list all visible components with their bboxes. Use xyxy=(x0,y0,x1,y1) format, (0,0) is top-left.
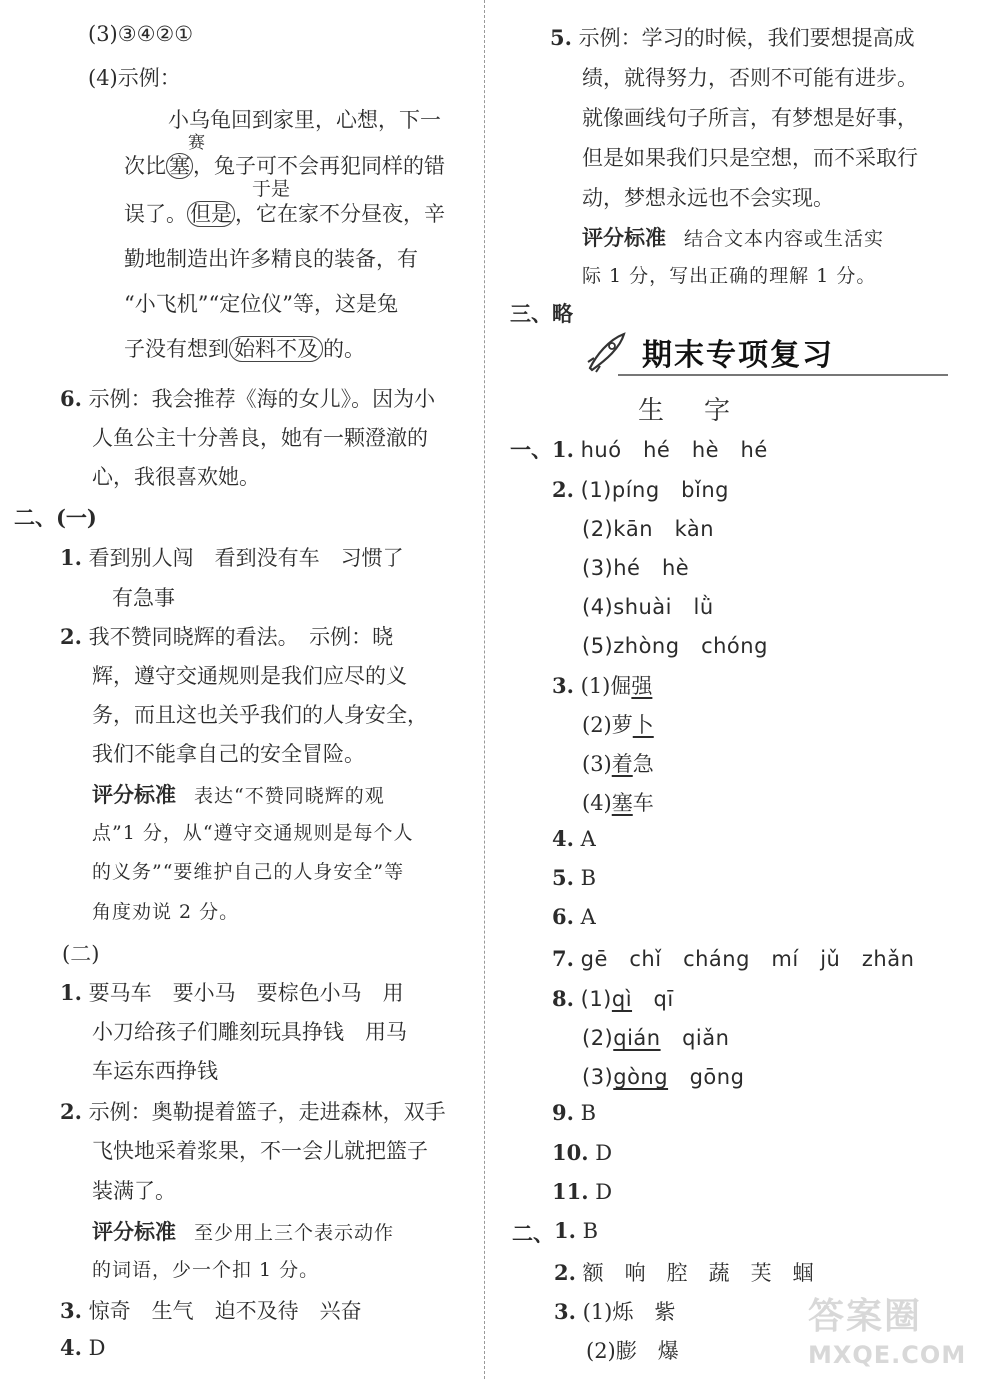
item-number: 2. xyxy=(554,1260,576,1285)
scoring-label: 评分标准 xyxy=(92,1220,176,1244)
item-number: 6. xyxy=(60,386,82,411)
underlined-char: 强 xyxy=(631,674,653,698)
item-4 xyxy=(552,826,596,851)
story-line xyxy=(124,333,365,363)
answer-text: (2) xyxy=(582,1026,614,1050)
underlined-char: 着 xyxy=(611,752,633,776)
answer-text: 心，我很喜欢她。 xyxy=(92,465,260,489)
item-number: 3. xyxy=(554,1299,576,1324)
item-number: 1. xyxy=(554,1218,576,1243)
item-number: 4. xyxy=(60,1335,82,1360)
item-3 xyxy=(552,670,652,700)
circled-correction: 始料不及 xyxy=(229,336,323,362)
item-8 xyxy=(552,983,674,1013)
answer-1 xyxy=(60,542,404,572)
pinyin-answer: gē chǐ cháng mí jǔ zhǎn xyxy=(580,947,915,971)
answer-line xyxy=(582,787,654,817)
story-text: 子没有想到 xyxy=(124,337,229,361)
pinyin-answer: gōng xyxy=(668,1065,745,1089)
pinyin-answer: huó hé hè hé xyxy=(580,438,768,462)
answer-text: (2)膨 爆 xyxy=(586,1339,679,1363)
answer-text: B xyxy=(580,866,597,890)
underlined-char: 塞 xyxy=(611,791,633,815)
answer-5 xyxy=(550,22,915,52)
answer-text: 我们不能拿自己的安全冒险。 xyxy=(92,742,365,766)
story-text: 误了。 xyxy=(124,202,187,226)
answer-text: 辉，遵守交通规则是我们应尽的义 xyxy=(92,664,407,688)
item-number: 5. xyxy=(550,25,572,50)
item-number: 2. xyxy=(60,624,82,649)
item-number: 2. xyxy=(552,477,574,502)
answer-text: B xyxy=(582,1219,599,1243)
item-number: 5. xyxy=(552,865,574,890)
answer-2 xyxy=(60,1096,446,1126)
item-1 xyxy=(552,434,768,464)
story-text: ，兔子可不会再犯同样的错 xyxy=(193,154,445,178)
answer-text: 示例：我会推荐《海的女儿》。因为小 xyxy=(88,387,436,411)
scoring-text: 表达“不赞同晓辉的观 xyxy=(194,785,385,807)
answer-text: 示例：学习的时候，我们要想提高成 xyxy=(578,26,915,50)
item-number: 4. xyxy=(552,826,574,851)
scoring-text: 至少用上三个表示动作 xyxy=(194,1222,395,1244)
item-3 xyxy=(554,1296,675,1326)
answer-text: D xyxy=(88,1336,106,1360)
item-number: 10. xyxy=(552,1140,589,1165)
item-number: 2. xyxy=(60,1099,82,1124)
answer-2 xyxy=(60,621,393,651)
item-5 xyxy=(552,865,596,890)
answer-text: 就像画线句子所言，有梦想是好事， xyxy=(582,106,918,130)
answer-4-label: (4)示例： xyxy=(88,66,181,90)
answer-text: 要马车 要小马 要棕色小马 用 xyxy=(88,981,404,1005)
pinyin-answer: (1)píng bǐng xyxy=(580,478,729,502)
answer-3-order: (3)③④②① xyxy=(88,22,194,46)
item-number: 1. xyxy=(60,980,82,1005)
answer-text: (3) xyxy=(582,1065,614,1089)
section-title: 期末专项复习 xyxy=(642,338,834,373)
answer-text: (4) xyxy=(582,791,612,815)
section-heading: 二、(一) xyxy=(14,505,97,530)
scoring-text: 角度劝说 2 分。 xyxy=(92,901,240,923)
answer-text: 飞快地采着浆果，不一会儿就把篮子 xyxy=(92,1139,428,1163)
answer-line xyxy=(582,1022,729,1052)
watermark xyxy=(808,1288,966,1369)
subsection-heading: (二) xyxy=(62,942,100,966)
answer-text: 车运东西挣钱 xyxy=(92,1059,218,1083)
answer-text: 有急事 xyxy=(112,586,175,610)
scoring-text: 结合文本内容或生活实 xyxy=(684,228,885,250)
pinyin-answer: qiǎn xyxy=(660,1026,730,1050)
item-number: 9. xyxy=(552,1100,574,1125)
heading-underline xyxy=(618,374,948,376)
answer-text: B xyxy=(580,1101,597,1125)
scoring-criteria xyxy=(92,779,385,809)
circled-correction: 塞 xyxy=(166,153,193,179)
underlined-char: 卜 xyxy=(632,713,654,737)
answer-line xyxy=(582,709,654,739)
watermark-site: MXQE.COM xyxy=(808,1341,967,1369)
item-9 xyxy=(552,1100,596,1125)
pinyin-answer: (5)zhòng chóng xyxy=(582,634,768,658)
answer-1 xyxy=(60,977,404,1007)
answer-line xyxy=(582,1061,744,1091)
column-divider xyxy=(484,0,485,1379)
answer-text: 我不赞同晓辉的看法。 示例：晓 xyxy=(88,625,394,649)
item-number: 3. xyxy=(60,1298,82,1323)
item-number: 6. xyxy=(552,904,574,929)
story-line: 勤地制造出许多精良的装备，有 xyxy=(124,247,418,271)
underlined-pinyin: gòng xyxy=(613,1065,669,1089)
pinyin-answer: (3)hé hè xyxy=(582,556,690,580)
answer-text: (1) xyxy=(580,987,612,1011)
item-6 xyxy=(552,904,596,929)
answer-line xyxy=(582,748,654,778)
pinyin-answer: qī xyxy=(632,987,674,1011)
item-1 xyxy=(554,1218,598,1243)
item-number: 1. xyxy=(552,437,574,462)
item-7 xyxy=(552,943,914,973)
item-number: 3. xyxy=(552,673,574,698)
scoring-text: 际 1 分，写出正确的理解 1 分。 xyxy=(582,265,877,287)
answer-text: (1)烁 紫 xyxy=(582,1300,676,1324)
answer-text: 车 xyxy=(632,791,654,815)
item-2 xyxy=(554,1257,814,1287)
story-line xyxy=(124,198,445,228)
answer-text: 示例：奥勒提着篮子，走进森林，双手 xyxy=(88,1100,446,1124)
item-11 xyxy=(552,1179,612,1204)
story-line: 小乌龟回到家里，心想，下一 xyxy=(168,108,441,132)
rocket-icon xyxy=(582,328,630,376)
item-number: 8. xyxy=(552,986,574,1011)
answer-text: A xyxy=(580,905,596,929)
section-heading: 一、 xyxy=(510,437,552,462)
scoring-criteria xyxy=(582,222,884,252)
circled-correction: 但是 xyxy=(187,201,235,227)
item-number: 11. xyxy=(552,1179,589,1204)
answer-text: 务，而且这也关乎我们的人身安全， xyxy=(92,703,428,727)
answer-text: 装满了。 xyxy=(92,1179,176,1203)
subsection-title: 生字 xyxy=(638,396,771,426)
answer-text: (1)倔 xyxy=(580,674,632,698)
answer-text: 急 xyxy=(632,752,654,776)
scoring-criteria xyxy=(92,1216,394,1246)
answer-text: 绩，就得努力，否则不可能有进步。 xyxy=(582,66,918,90)
pinyin-answer: (4)shuài lǜ xyxy=(582,595,714,619)
scoring-text: 的义务”“要维护自己的人身安全”等 xyxy=(92,861,405,883)
answer-text: 动，梦想永远也不会实现。 xyxy=(582,186,834,210)
answer-text: 但是如果我们只是空想，而不采取行 xyxy=(582,146,918,170)
correction-insert: 于是 xyxy=(252,178,291,200)
story-text: 次比 xyxy=(124,154,166,178)
answer-text: 惊奇 生气 迫不及待 兴奋 xyxy=(88,1299,362,1323)
scoring-text: 的词语，少一个扣 1 分。 xyxy=(92,1259,320,1281)
answer-text: D xyxy=(595,1141,613,1165)
watermark-logo: 答案圈 xyxy=(808,1296,923,1337)
answer-text: (2)萝 xyxy=(582,713,633,737)
answer-text: (3) xyxy=(582,752,612,776)
answer-text: A xyxy=(580,827,596,851)
story-text: 的。 xyxy=(323,337,365,361)
answer-text: 额 响 腔 蔬 芙 蝈 xyxy=(582,1261,814,1285)
story-line: “小飞机”“定位仪”等，这是兔 xyxy=(124,292,398,316)
review-heading xyxy=(582,322,942,382)
underlined-pinyin: qì xyxy=(611,987,633,1011)
item-2 xyxy=(552,474,729,504)
section-heading: 三、略 xyxy=(510,301,573,326)
answer-text: 人鱼公主十分善良，她有一颗澄澈的 xyxy=(92,426,428,450)
section-heading: 二、 xyxy=(512,1221,554,1246)
correction-insert: 赛 xyxy=(188,133,205,153)
item-number: 7. xyxy=(552,946,574,971)
item-number: 1. xyxy=(60,545,82,570)
answer-6 xyxy=(60,383,435,413)
scoring-label: 评分标准 xyxy=(582,226,666,250)
story-text: ，它在家不分昼夜，辛 xyxy=(235,202,445,226)
item-10 xyxy=(552,1140,612,1165)
underlined-pinyin: qián xyxy=(613,1026,661,1050)
pinyin-answer: (2)kān kàn xyxy=(582,517,715,541)
answer-3 xyxy=(60,1295,362,1325)
scoring-text: 点”1 分，从“遵守交通规则是每个人 xyxy=(92,822,414,844)
answer-text: 看到别人闯 看到没有车 习惯了 xyxy=(88,546,404,570)
answer-4 xyxy=(60,1335,105,1360)
scoring-label: 评分标准 xyxy=(92,783,176,807)
answer-text: 小刀给孩子们雕刻玩具挣钱 用马 xyxy=(92,1020,407,1044)
answer-text: D xyxy=(595,1180,613,1204)
